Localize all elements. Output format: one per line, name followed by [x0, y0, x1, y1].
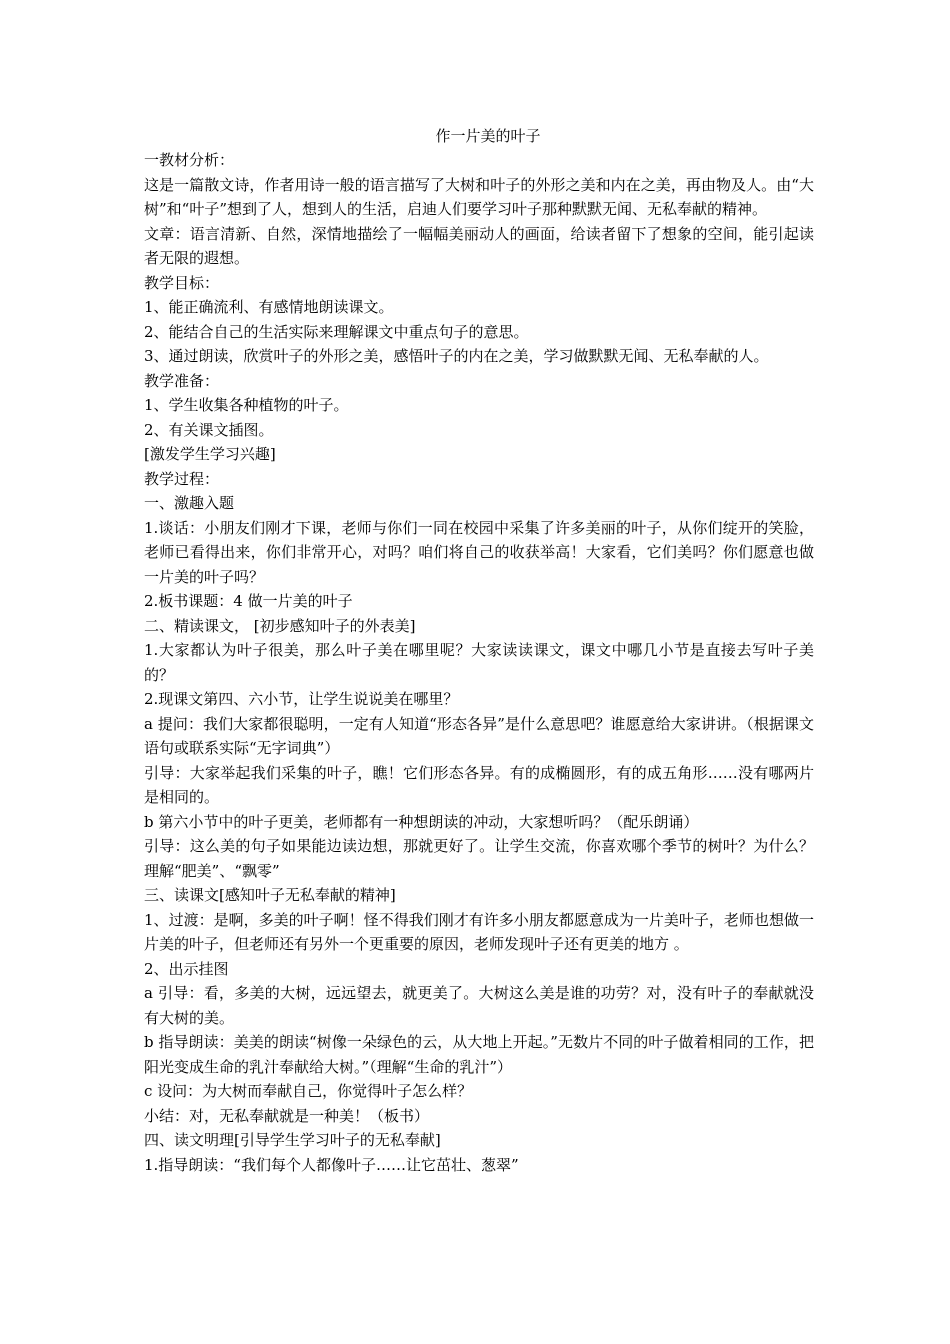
document-title: 作一片美的叶子 — [435, 127, 541, 145]
preparation-item-2: 2、有关课文插图。 — [144, 420, 274, 439]
step-heading-3: 三、读课文[感知叶子无私奉献的精神] — [144, 886, 396, 904]
step-2-guide-b: 引导：这么美的句子如果能边读边想，那就更好了。让学生交流，你喜欢哪个季节的树叶？为什么？理解“肥美”、“飘零” — [144, 837, 814, 880]
section-heading-goals: 教学目标： — [144, 273, 220, 292]
step-3-picture: 2、出示挂图 — [144, 959, 229, 978]
goal-item-1: 1、能正确流利、有感情地朗读课文。 — [144, 298, 394, 316]
step-3-question-c: c 设问：为大树而奉献自己，你觉得叶子怎么样？ — [144, 1082, 473, 1100]
step-1-talk: 1.谈话：小朋友们刚才下课，老师与你们一同在校园中采集了许多美丽的叶子，从你们绽开的笑脸，老师已看得出来，你们非常开心，对吗？咱们将自己的收获举高！大家看，它们美吗？你们愿意也做一片美的叶子吗？ — [144, 518, 814, 586]
step-heading-1: 一、激趣入题 — [144, 494, 235, 512]
paragraph-article: 文章：语言清新、自然，深情地描绘了一幅幅美丽动人的画面，给读者留下了想象的空间，能引起读者无限的遐想。 — [144, 224, 814, 267]
step-2-question-a: a 提问：我们大家都很聪明，一定有人知道“形态各异”是什么意思吧？谁愿意给大家讲讲。（根据课文语句或联系实际“无字词典”） — [144, 714, 814, 757]
paragraph-analysis: 这是一篇散文诗，作者用诗一般的语言描写了大树和叶子的外形之美和内在之美，再由物及人。由“大树”和“叶子”想到了人，想到人的生活，启迪人们要学习叶子那种默默无闻、无私奉献的精神。 — [144, 175, 814, 218]
step-1-board: 2.板书课题：4 做一片美的叶子 — [144, 592, 353, 610]
step-heading-4: 四、读文明理[引导学生学习叶子的无私奉献] — [144, 1131, 441, 1149]
section-heading-process: 教学过程： — [144, 469, 220, 488]
step-2-guide-a: 引导：大家举起我们采集的叶子，瞧！它们形态各异。有的成椭圆形，有的成五角形……没有哪两片是相同的。 — [144, 763, 814, 806]
preparation-item-1: 1、学生收集各种植物的叶子。 — [144, 396, 349, 414]
step-3-summary: 小结：对，无私奉献就是一种美！（板书） — [144, 1106, 430, 1125]
step-3-guide-a: a 引导：看，多美的大树，远远望去，就更美了。大树这么美是谁的功劳？对，没有叶子的奉献就没有大树的美。 — [144, 984, 814, 1027]
step-2-item-2: 2.现课文第四、六小节，让学生说说美在哪里？ — [144, 690, 459, 708]
goal-item-3: 3、通过朗读，欣赏叶子的外形之美，感悟叶子的内在之美，学习做默默无闻、无私奉献的人。 — [144, 347, 769, 365]
step-3-reading-b: b 指导朗读：美美的朗读“树像一朵绿色的云，从大地上开起。”无数片不同的叶子做着相同的工作，把阳光变成生命的乳汁奉献给大树。”（理解“生命的乳汁”） — [144, 1033, 814, 1076]
goal-item-2: 2、能结合自己的生活实际来理解课文中重点句子的意思。 — [144, 322, 529, 341]
document-body — [144, 124, 814, 1177]
section-heading-preparation: 教学准备： — [144, 371, 220, 390]
step-2-item-1: 1.大家都认为叶子很美，那么叶子美在哪里呢？大家读读课文，课文中哪几小节是直接去写叶子美的？ — [144, 641, 814, 684]
step-4-reading: 1.指导朗读：“我们每个人都像叶子……让它茁壮、葱翠” — [144, 1155, 519, 1174]
step-2-question-b: b 第六小节中的叶子更美，老师都有一种想朗读的冲动，大家想听吗？（配乐朗诵） — [144, 812, 699, 831]
section-heading-analysis: 一教材分析： — [144, 151, 235, 169]
bracket-note-interest: [激发学生学习兴趣] — [144, 445, 276, 463]
step-3-transition: 1、过渡：是啊，多美的叶子啊！怪不得我们刚才有许多小朋友都愿意成为一片美叶子，老师也想做一片美的叶子，但老师还有另外一个更重要的原因，老师发现叶子还有更美的地方 。 — [144, 910, 814, 953]
step-heading-2: 二、精读课文， [初步感知叶子的外表美] — [144, 616, 416, 635]
